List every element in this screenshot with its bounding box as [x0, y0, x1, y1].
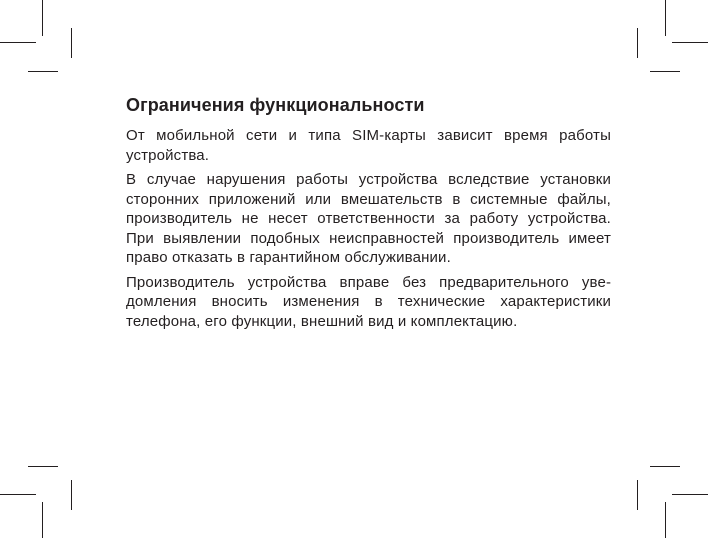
crop-mark-bottom-left-vertical-inner [71, 480, 72, 510]
crop-mark-top-left-vertical-inner [71, 28, 72, 58]
crop-mark-top-right-horizontal-inner [650, 71, 680, 72]
crop-mark-top-left-horizontal-inner [28, 71, 58, 72]
crop-mark-bottom-left-horizontal-inner [28, 466, 58, 467]
section-title: Ограничения функциональности [126, 95, 425, 115]
paragraph-network-dependency: От мобильной сети и типа SIM-карты зависит время работы устройства. [126, 127, 611, 164]
crop-mark-bottom-left-vertical [42, 502, 43, 538]
crop-mark-bottom-right-vertical [665, 502, 666, 538]
paragraph-warranty-limitation: В случае нарушения работы устройства вследствие установки сторонних приложений или вмешательств в системные файлы, производитель не несет ответственности за работу устройства. При выявлении подобных неисправностей производитель имеет право отказать в гарантийном обслуживании. [126, 171, 611, 266]
document-section [126, 94, 611, 336]
crop-mark-bottom-left-horizontal [0, 494, 36, 495]
crop-mark-bottom-right-horizontal [672, 494, 708, 495]
crop-mark-top-right-vertical-inner [637, 28, 638, 58]
crop-mark-top-right-vertical [665, 0, 666, 36]
crop-mark-top-left-vertical [42, 0, 43, 36]
crop-mark-top-right-horizontal [672, 42, 708, 43]
paragraph-specification-changes: Производитель устройства вправе без предварительного уведомления вносить изменения в технические характеристики телефона, его функции, внешний вид и комплектацию. [126, 273, 611, 330]
crop-mark-top-left-horizontal [0, 42, 36, 43]
crop-mark-bottom-right-horizontal-inner [650, 466, 680, 467]
crop-mark-bottom-right-vertical-inner [637, 480, 638, 510]
